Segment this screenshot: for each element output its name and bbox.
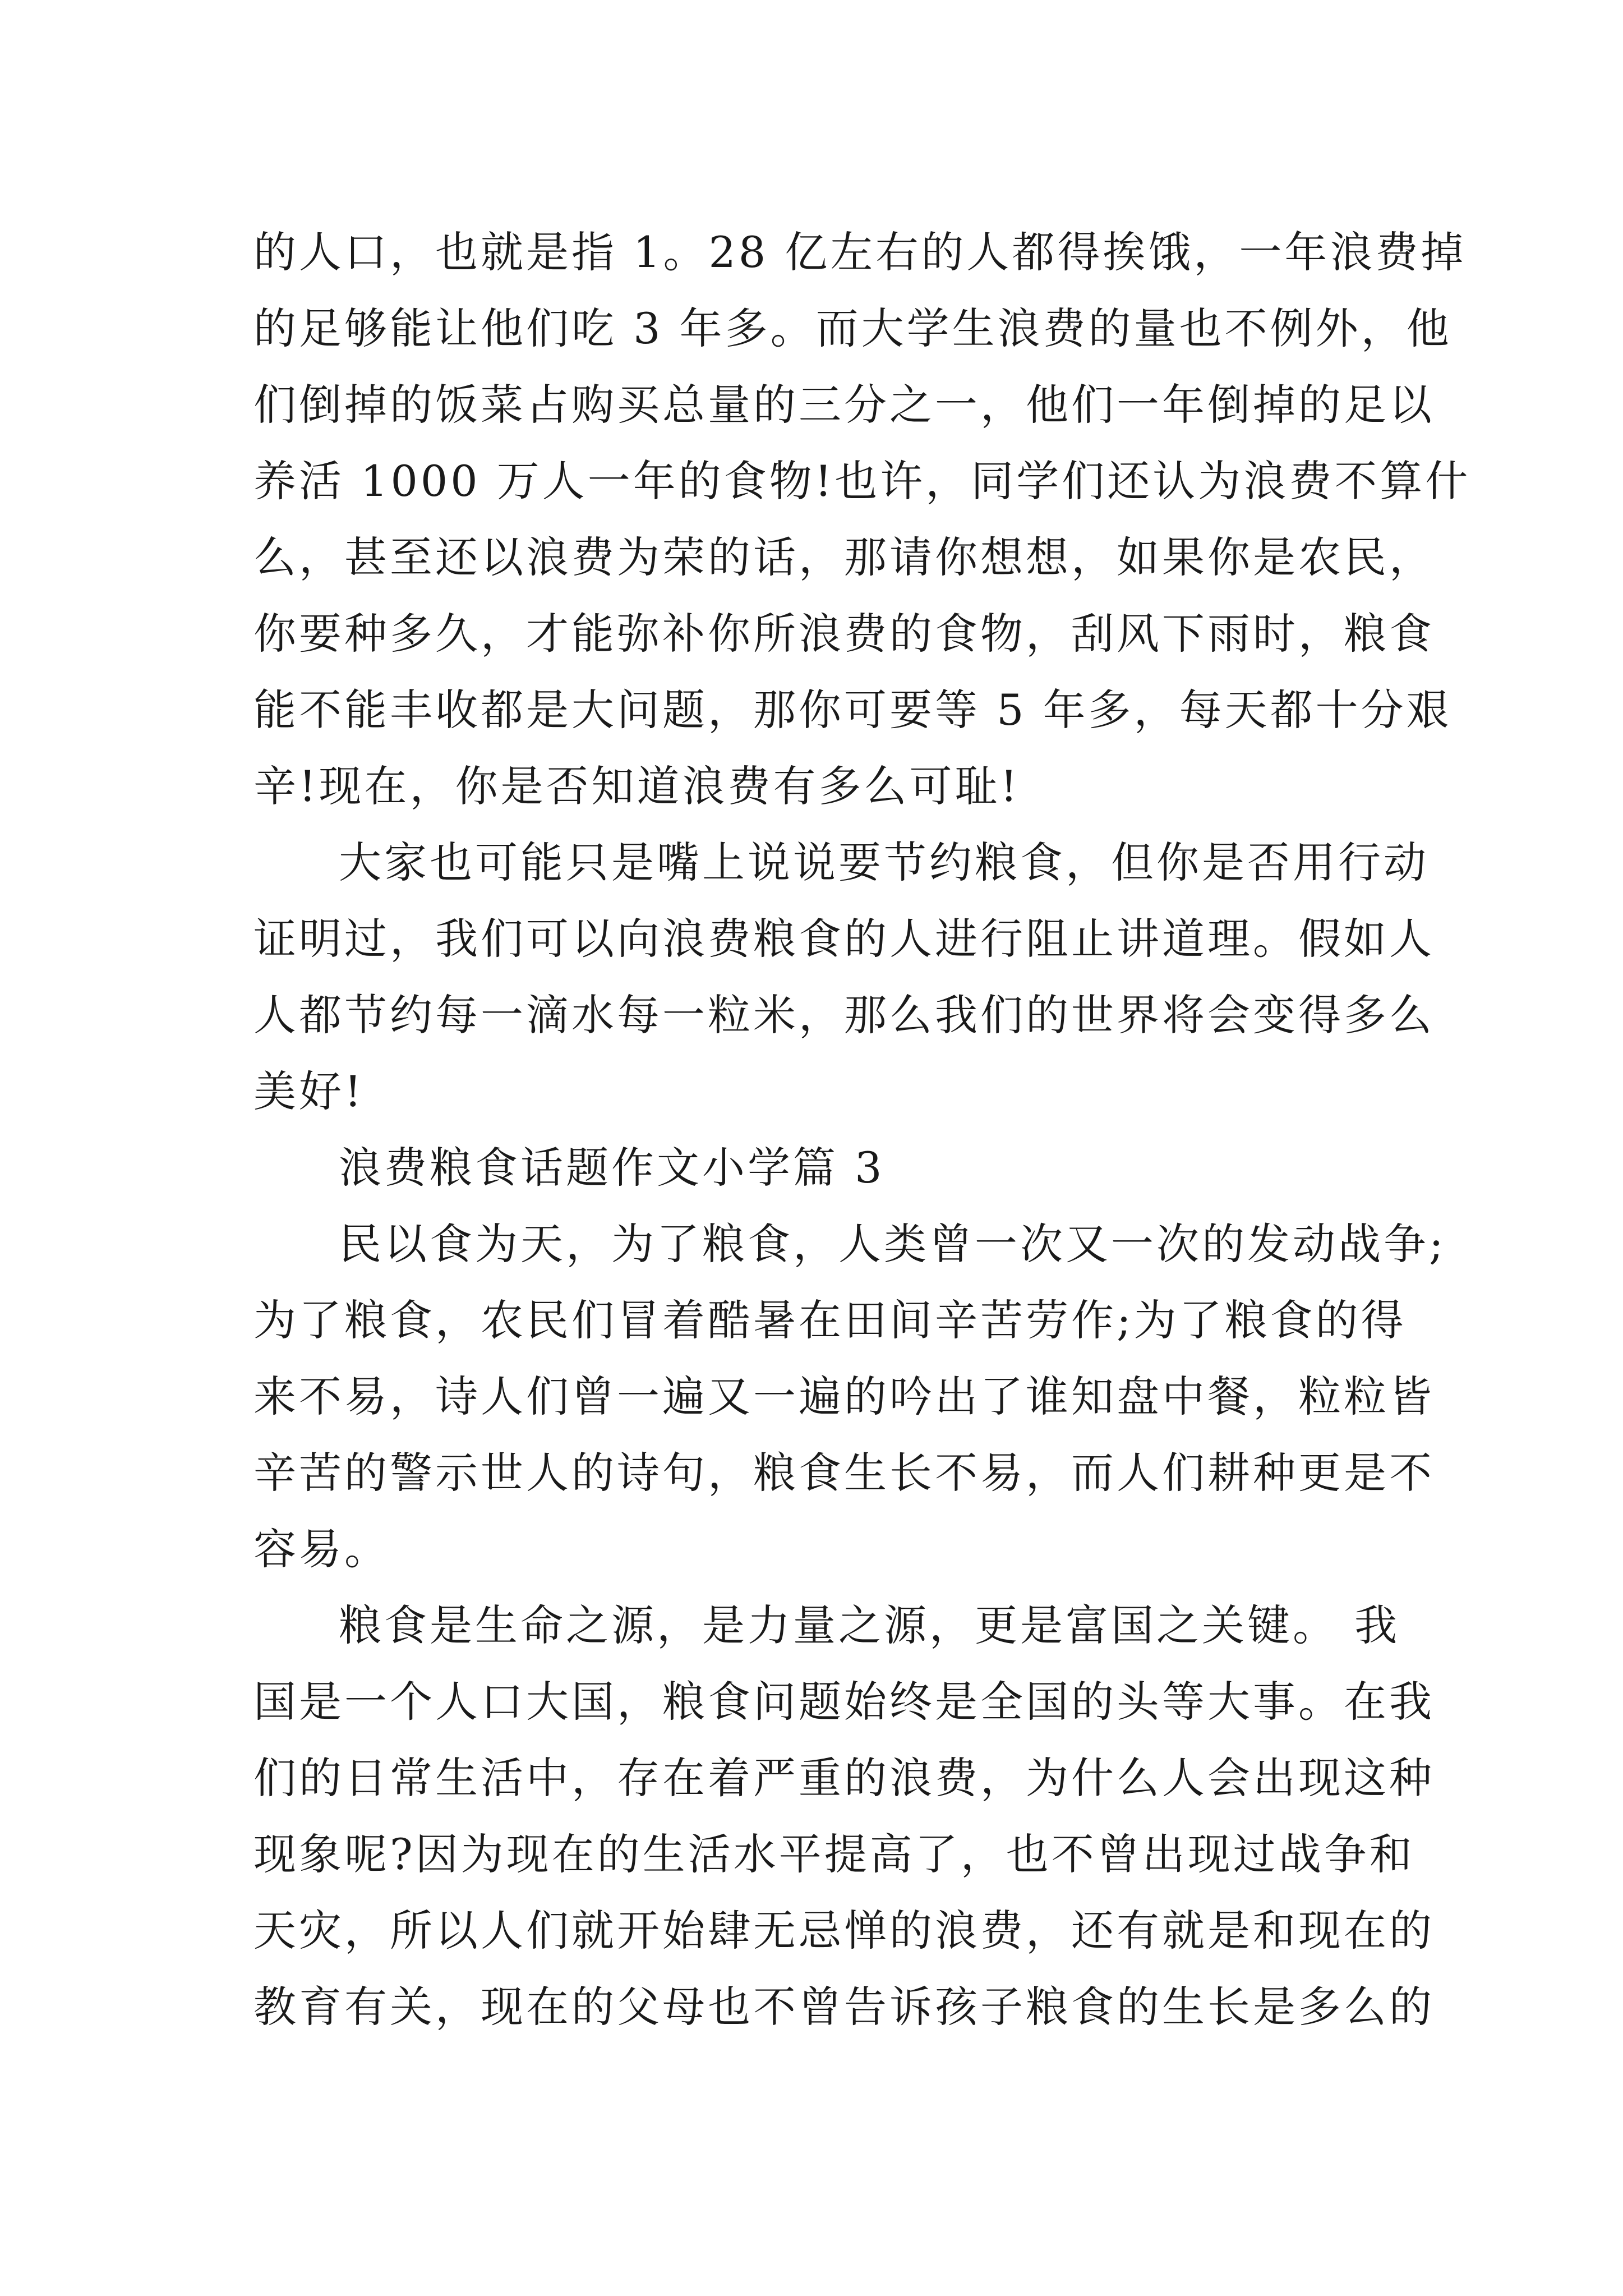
- text-line: 天灾，所以人们就开始肆无忌惮的浪费，还有就是和现在的: [253, 1906, 1435, 1955]
- document-body: [253, 214, 1471, 2045]
- text-line: 美好!: [253, 1066, 365, 1116]
- text-line: 国是一个人口大国，粮食问题始终是全国的头等大事。在我: [253, 1677, 1435, 1727]
- text-line: 你要种多久，才能弥补你所浪费的食物，刮风下雨时，粮食: [253, 609, 1435, 659]
- text-line: 们倒掉的饭菜占购买总量的三分之一，他们一年倒掉的足以: [253, 380, 1435, 430]
- text-line: 养活 1000 万人一年的食物!也许，同学们还认为浪费不算什: [253, 456, 1471, 506]
- text-line: 们的日常生活中，存在着严重的浪费，为什么人会出现这种: [253, 1753, 1435, 1803]
- text-line: 人都节约每一滴水每一粒米，那么我们的世界将会变得多么: [253, 990, 1435, 1040]
- text-line: 为了粮食，农民们冒着酷暑在田间辛苦劳作;为了粮食的得: [253, 1295, 1407, 1345]
- text-line: 证明过，我们可以向浪费粮食的人进行阻止讲道理。假如人: [253, 914, 1435, 964]
- text-line: 辛苦的警示世人的诗句，粮食生长不易，而人们耕种更是不: [253, 1448, 1435, 1498]
- text-line: 现象呢?因为现在的生活水平提高了，也不曾出现过战争和: [253, 1829, 1415, 1879]
- paragraph-first-line: 民以食为天，为了粮食，人类曾一次又一次的发动战争;: [339, 1219, 1446, 1269]
- paragraph-first-line: 大家也可能只是嘴上说说要节约粮食，但你是否用行动: [339, 838, 1429, 887]
- text-line: 的足够能让他们吃 3 年多。而大学生浪费的量也不例外，他: [253, 303, 1452, 353]
- text-line: 能不能丰收都是大问题，那你可要等 5 年多，每天都十分艰: [253, 685, 1452, 735]
- text-line: 来不易，诗人们曾一遍又一遍的吟出了谁知盘中餐，粒粒皆: [253, 1372, 1435, 1421]
- paragraph-first-line: 浪费粮食话题作文小学篇 3: [339, 1143, 885, 1193]
- text-line: 的人口，也就是指 1。28 亿左右的人都得挨饿，一年浪费掉: [253, 227, 1467, 277]
- text-line: 辛!现在，你是否知道浪费有多么可耻!: [253, 761, 1021, 811]
- paragraph-first-line: 粮食是生命之源，是力量之源，更是富国之关键。 我: [339, 1600, 1400, 1650]
- text-line: 教育有关，现在的父母也不曾告诉孩子粮食的生长是多么的: [253, 1982, 1435, 2032]
- text-line: 么，甚至还以浪费为荣的话，那请你想想，如果你是农民，: [253, 532, 1435, 582]
- text-line: 容易。: [253, 1524, 390, 1574]
